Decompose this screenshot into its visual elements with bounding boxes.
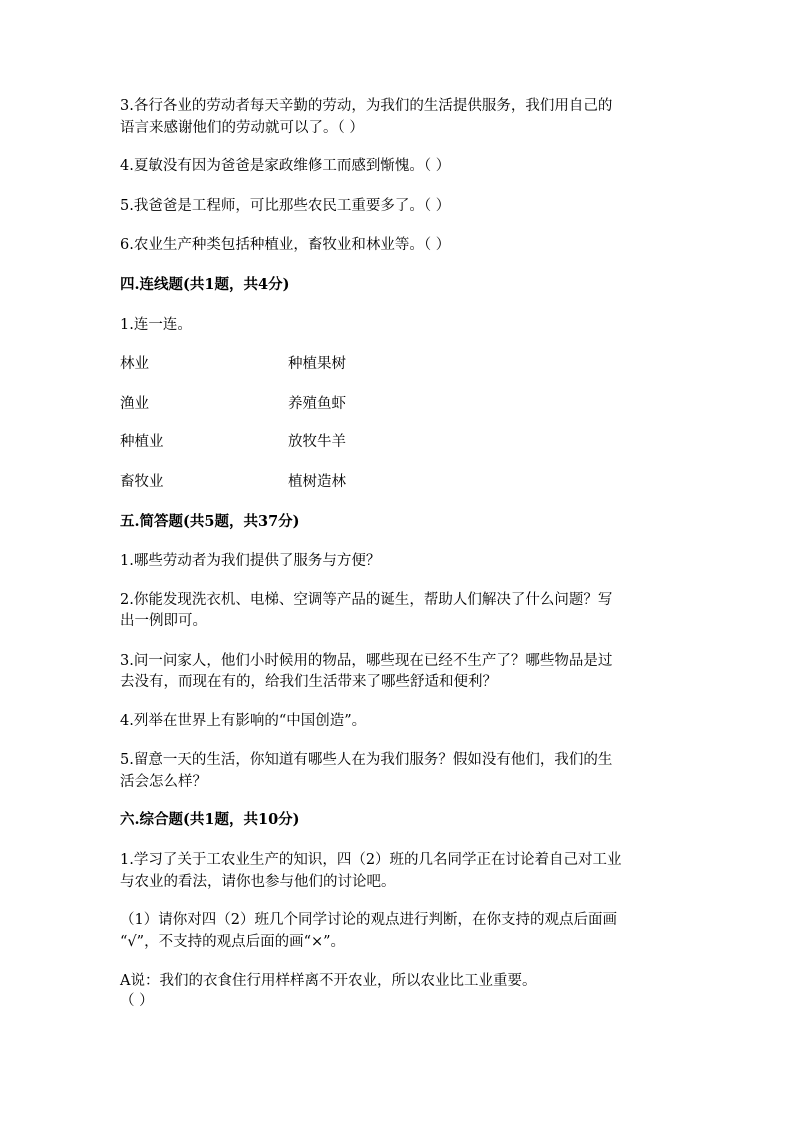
section4-q1: 1.连一连。 — [120, 317, 192, 333]
match-left-item: 种植业 — [120, 434, 164, 450]
match-right-item: 放牧牛羊 — [288, 434, 346, 450]
section5-q2-line2: 出一例即可。 — [120, 613, 207, 629]
section5-q1: 1.哪些劳动者为我们提供了服务与方便？ — [120, 553, 381, 569]
section5-q3-line2: 去没有，而现在有的，给我们生活带来了哪些舒适和便利？ — [120, 674, 497, 690]
section6-sub1-line2: “√”，不支持的观点后面的画“×”。 — [120, 934, 346, 950]
match-left-item: 渔业 — [120, 396, 149, 412]
section5-heading: 五.简答题(共5题，共37分) — [120, 513, 300, 530]
section6-q1-line1: 1.学习了关于工农业生产的知识，四（2）班的几名同学正在讨论着自己对工业 — [120, 852, 622, 868]
match-right-item: 植树造林 — [288, 474, 346, 490]
judge-q3-line1: 3.各行各业的劳动者每天辛勤的劳动，为我们的生活提供服务，我们用自己的 — [120, 98, 613, 114]
section6-a-line2: （ ） — [120, 993, 154, 1009]
section6-sub1-line1: （1）请你对四（2）班几个同学讨论的观点进行判断，在你支持的观点后面画 — [120, 912, 617, 928]
section5-q2-line1: 2.你能发现洗衣机、电梯、空调等产品的诞生，帮助人们解决了什么问题？写 — [120, 592, 613, 608]
section5-q5-line2: 活会怎么样？ — [120, 774, 207, 790]
section5-q4: 4.列举在世界上有影响的“中国创造”。 — [120, 713, 367, 729]
section6-q1-line2: 与农业的看法，请你也参与他们的讨论吧。 — [120, 874, 396, 890]
section6-a-line1: A说：我们的衣食住行用样样离不开农业，所以农业比工业重要。 — [120, 973, 537, 989]
judge-q4: 4.夏敏没有因为爸爸是家政维修工而感到惭愧。（ ） — [120, 158, 451, 174]
section5-q5-line1: 5.留意一天的生活，你知道有哪些人在为我们服务？假如没有他们，我们的生 — [120, 752, 613, 768]
judge-q3-line2: 语言来感谢他们的劳动就可以了。（ ） — [120, 120, 364, 136]
judge-q5: 5.我爸爸是工程师，可比那些农民工重要多了。（ ） — [120, 198, 451, 214]
match-right-item: 养殖鱼虾 — [288, 396, 346, 412]
match-left-item: 林业 — [120, 356, 149, 372]
match-right-item: 种植果树 — [288, 356, 346, 372]
match-left-item: 畜牧业 — [120, 474, 164, 490]
section5-q3-line1: 3.问一问家人，他们小时候用的物品，哪些现在已经不生产了？哪些物品是过 — [120, 653, 613, 669]
judge-q6: 6.农业生产种类包括种植业，畜牧业和林业等。（ ） — [120, 237, 451, 253]
section4-heading: 四.连线题(共1题，共4分) — [120, 276, 290, 293]
section6-heading: 六.综合题(共1题，共10分) — [120, 811, 300, 828]
